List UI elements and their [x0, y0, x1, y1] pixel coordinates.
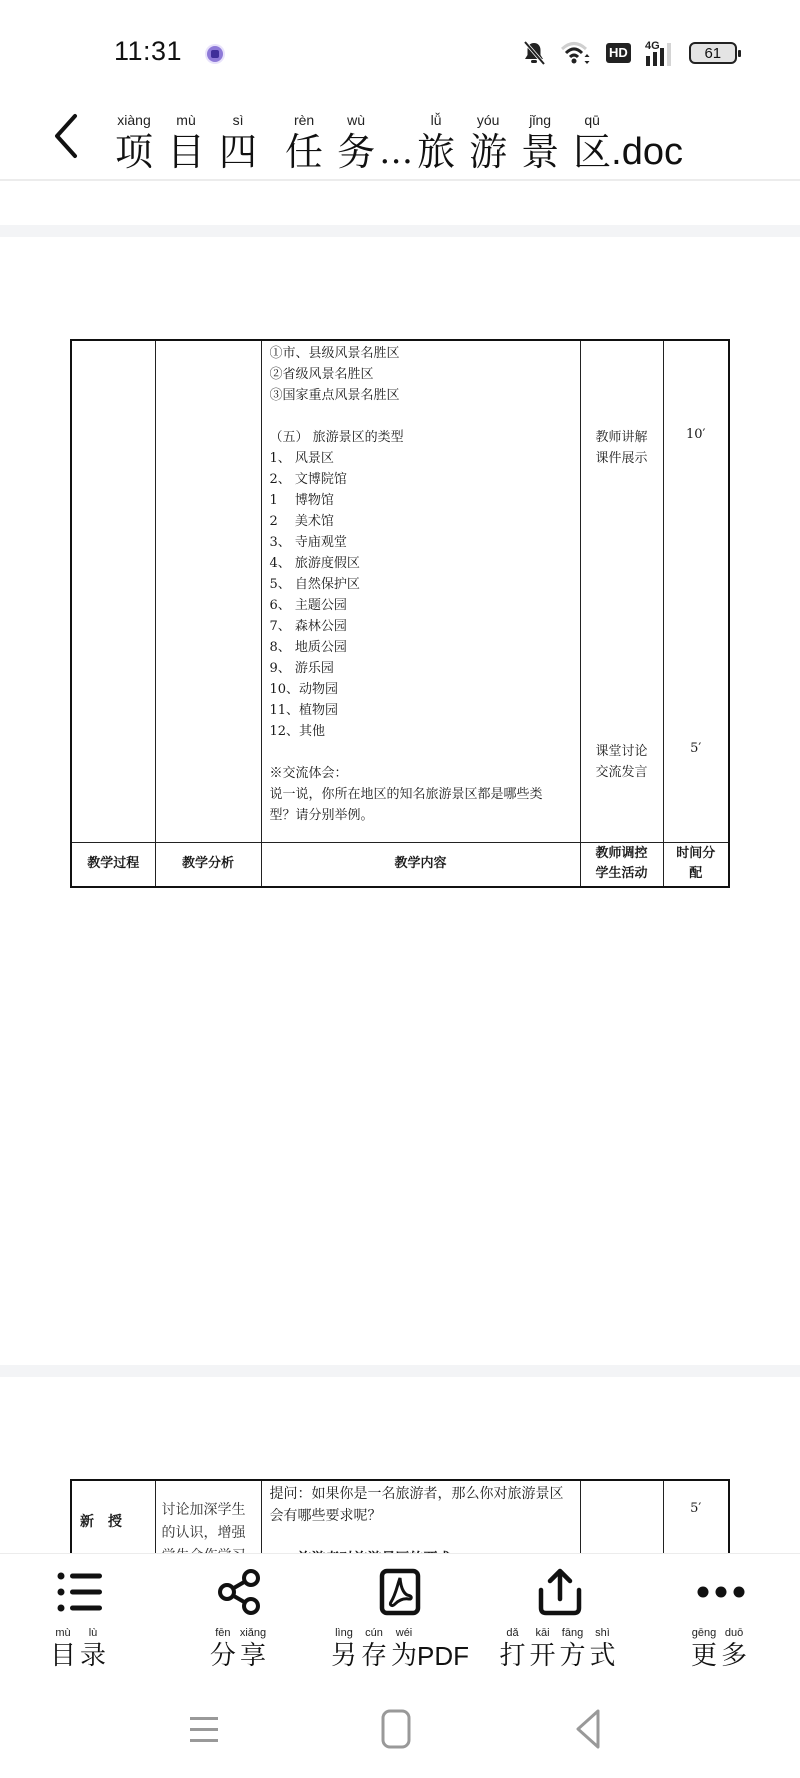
time-value: 5′ [690, 741, 702, 756]
bottom-toolbar [0, 1553, 800, 1671]
pinyin: gēng [691, 1627, 717, 1639]
pinyin: wéi [395, 1627, 413, 1639]
more-icon [696, 1557, 746, 1626]
status-icons [522, 38, 737, 68]
open-external-icon [537, 1557, 583, 1626]
process-cell: 新 授 [71, 1480, 155, 1598]
content-line: 会有哪些要求呢？ [269, 1508, 382, 1524]
title-char: qū 区 [573, 112, 612, 174]
svg-text:4G: 4G [644, 40, 660, 52]
title-char: wù 务 [337, 112, 376, 174]
home-icon [381, 1709, 411, 1749]
lesson-table-page-1 [70, 339, 730, 888]
content-cell [261, 340, 580, 843]
content-line: 3、 寺庙观堂 [269, 535, 347, 550]
analysis-cell [155, 340, 261, 843]
analysis-line: 讨论加深学生 [161, 1502, 246, 1518]
content-line: 2、 文博院馆 [269, 472, 347, 487]
activity-block [581, 741, 663, 783]
table-row [71, 340, 729, 843]
content-line: 12、其他 [269, 724, 326, 739]
content-line: 6、 主题公园 [269, 598, 347, 613]
status-time: 11:31 [114, 36, 183, 66]
share-label [210, 1626, 270, 1672]
hanzi: 享 [240, 1641, 267, 1671]
time-value: 10′ [686, 427, 706, 442]
open-with-button[interactable] [492, 1554, 627, 1672]
content-line: ※交流体会： [269, 766, 348, 781]
bell-muted-icon [522, 40, 546, 66]
hanzi: 录 [80, 1641, 107, 1671]
content-line: ③国家重点风景名胜区 [269, 388, 400, 403]
hanzi: 式 [589, 1641, 616, 1671]
hanzi: 多 [721, 1641, 748, 1671]
activity-text: 教师讲解 [595, 430, 648, 445]
hanzi: 打 [499, 1641, 526, 1671]
pinyin: lù [88, 1627, 98, 1639]
title-extension: .doc [611, 131, 683, 173]
pinyin: cún [365, 1627, 383, 1639]
save-as-pdf-label [331, 1626, 469, 1672]
menu-icon [189, 1714, 219, 1744]
content-line: 9、 游乐园 [269, 661, 334, 676]
process-cell [71, 340, 155, 843]
time-value: 5′ [663, 1480, 729, 1598]
hd-icon: HD [606, 43, 631, 63]
title-ellipsis: … [379, 132, 414, 172]
pdf-icon [379, 1557, 421, 1626]
header-time [663, 843, 729, 887]
hanzi: 目 [49, 1641, 76, 1671]
battery-icon: 61 [689, 42, 737, 64]
header-content: 教学内容 [261, 843, 580, 887]
header-text: 学生活动 [595, 866, 648, 882]
toc-label [50, 1626, 110, 1672]
content-line: 1 博物馆 [269, 493, 334, 508]
system-navigation-bar [0, 1671, 800, 1778]
back-button[interactable] [44, 108, 88, 164]
content-line: 11、植物园 [269, 703, 339, 718]
page-separator [0, 225, 800, 237]
recent-apps-button[interactable] [176, 1701, 232, 1757]
content-line: 型？请分别举例。 [269, 808, 374, 823]
title-bar [0, 100, 800, 181]
analysis-line: 的认识，增强 [161, 1525, 246, 1541]
activity-text: 课件展示 [595, 451, 648, 466]
header-text: 配 [689, 866, 703, 882]
pinyin: xiǎng [239, 1627, 267, 1639]
blank-line [270, 406, 574, 427]
status-bar [0, 0, 800, 100]
pinyin: dǎ [506, 1627, 519, 1639]
header-analysis: 教学分析 [155, 843, 261, 887]
content-line: 10、动物园 [269, 682, 339, 697]
hanzi: 方 [559, 1641, 586, 1671]
open-with-label [499, 1626, 619, 1672]
back-icon [574, 1709, 602, 1749]
content-line: ①市、县级风景名胜区 [269, 346, 400, 361]
pinyin: shì [595, 1627, 610, 1639]
hanzi: 存 [360, 1641, 387, 1671]
pinyin: kāi [535, 1627, 550, 1639]
content-line: 5、 自然保护区 [269, 577, 360, 592]
title-char: rèn 任 [285, 112, 324, 174]
chevron-left-icon [51, 112, 81, 160]
pinyin: fāng [561, 1627, 584, 1639]
content-line: 2 美术馆 [269, 514, 334, 529]
activity-text: 交流发言 [595, 765, 648, 780]
pinyin: lìng [335, 1627, 353, 1639]
hanzi: 开 [529, 1641, 556, 1671]
blank-line [270, 826, 574, 836]
activity-text: 课堂讨论 [595, 744, 648, 759]
pinyin: mù [55, 1627, 71, 1639]
hanzi: 更 [690, 1641, 717, 1671]
title-char: xiàng 项 [115, 112, 154, 174]
hanzi: 为 [391, 1641, 418, 1671]
page-separator [0, 1365, 800, 1377]
table-header-row [71, 843, 729, 887]
section-heading: （五） 旅游景区的类型 [269, 430, 404, 445]
header-activity [580, 843, 663, 887]
pinyin: duō [724, 1627, 744, 1639]
content-line: 说一说，你所在地区的知名旅游景区都是哪些类 [269, 787, 543, 802]
hanzi: 分 [209, 1641, 236, 1671]
content-line: 提问：如果你是一名旅游者，那么你对旅游景区 [269, 1486, 564, 1502]
content-line: 7、 森林公园 [269, 619, 347, 634]
activity-block [581, 427, 663, 469]
title-char: sì 四 [219, 112, 258, 174]
blank-line [270, 742, 574, 763]
more-button[interactable] [686, 1554, 756, 1672]
header-text: 时间分 [676, 846, 716, 862]
hanzi: 另 [330, 1641, 357, 1671]
label-suffix: PDF [417, 1641, 470, 1671]
activity-cell [580, 340, 663, 843]
notification-dot-icon [207, 46, 223, 62]
content-line: ②省级风景名胜区 [269, 367, 374, 382]
document-title [115, 100, 683, 175]
signal-icon [645, 39, 675, 67]
share-button[interactable] [205, 1554, 275, 1672]
time-cell [663, 340, 729, 843]
pinyin: fēn [215, 1627, 231, 1639]
share-icon [217, 1557, 263, 1626]
home-button[interactable] [368, 1701, 424, 1757]
content-line: 1、 风景区 [269, 451, 334, 466]
title-char: mù 目 [167, 112, 206, 174]
more-label [691, 1626, 751, 1672]
content-line: 4、 旅游度假区 [269, 556, 360, 571]
wifi-icon [560, 40, 592, 66]
title-char: jǐng 景 [521, 112, 560, 174]
document-viewport[interactable] [0, 183, 800, 1553]
header-text: 教师调控 [595, 846, 648, 862]
list-icon [56, 1557, 104, 1626]
content-line: 8、 地质公园 [269, 640, 347, 655]
title-char: yóu 游 [469, 112, 508, 174]
blank-line [270, 1527, 574, 1548]
save-as-pdf-button[interactable] [325, 1554, 475, 1672]
header-process: 教学过程 [71, 843, 155, 887]
toc-button[interactable] [50, 1554, 110, 1672]
back-nav-button[interactable] [560, 1701, 616, 1757]
title-char: lǚ 旅 [417, 112, 456, 174]
